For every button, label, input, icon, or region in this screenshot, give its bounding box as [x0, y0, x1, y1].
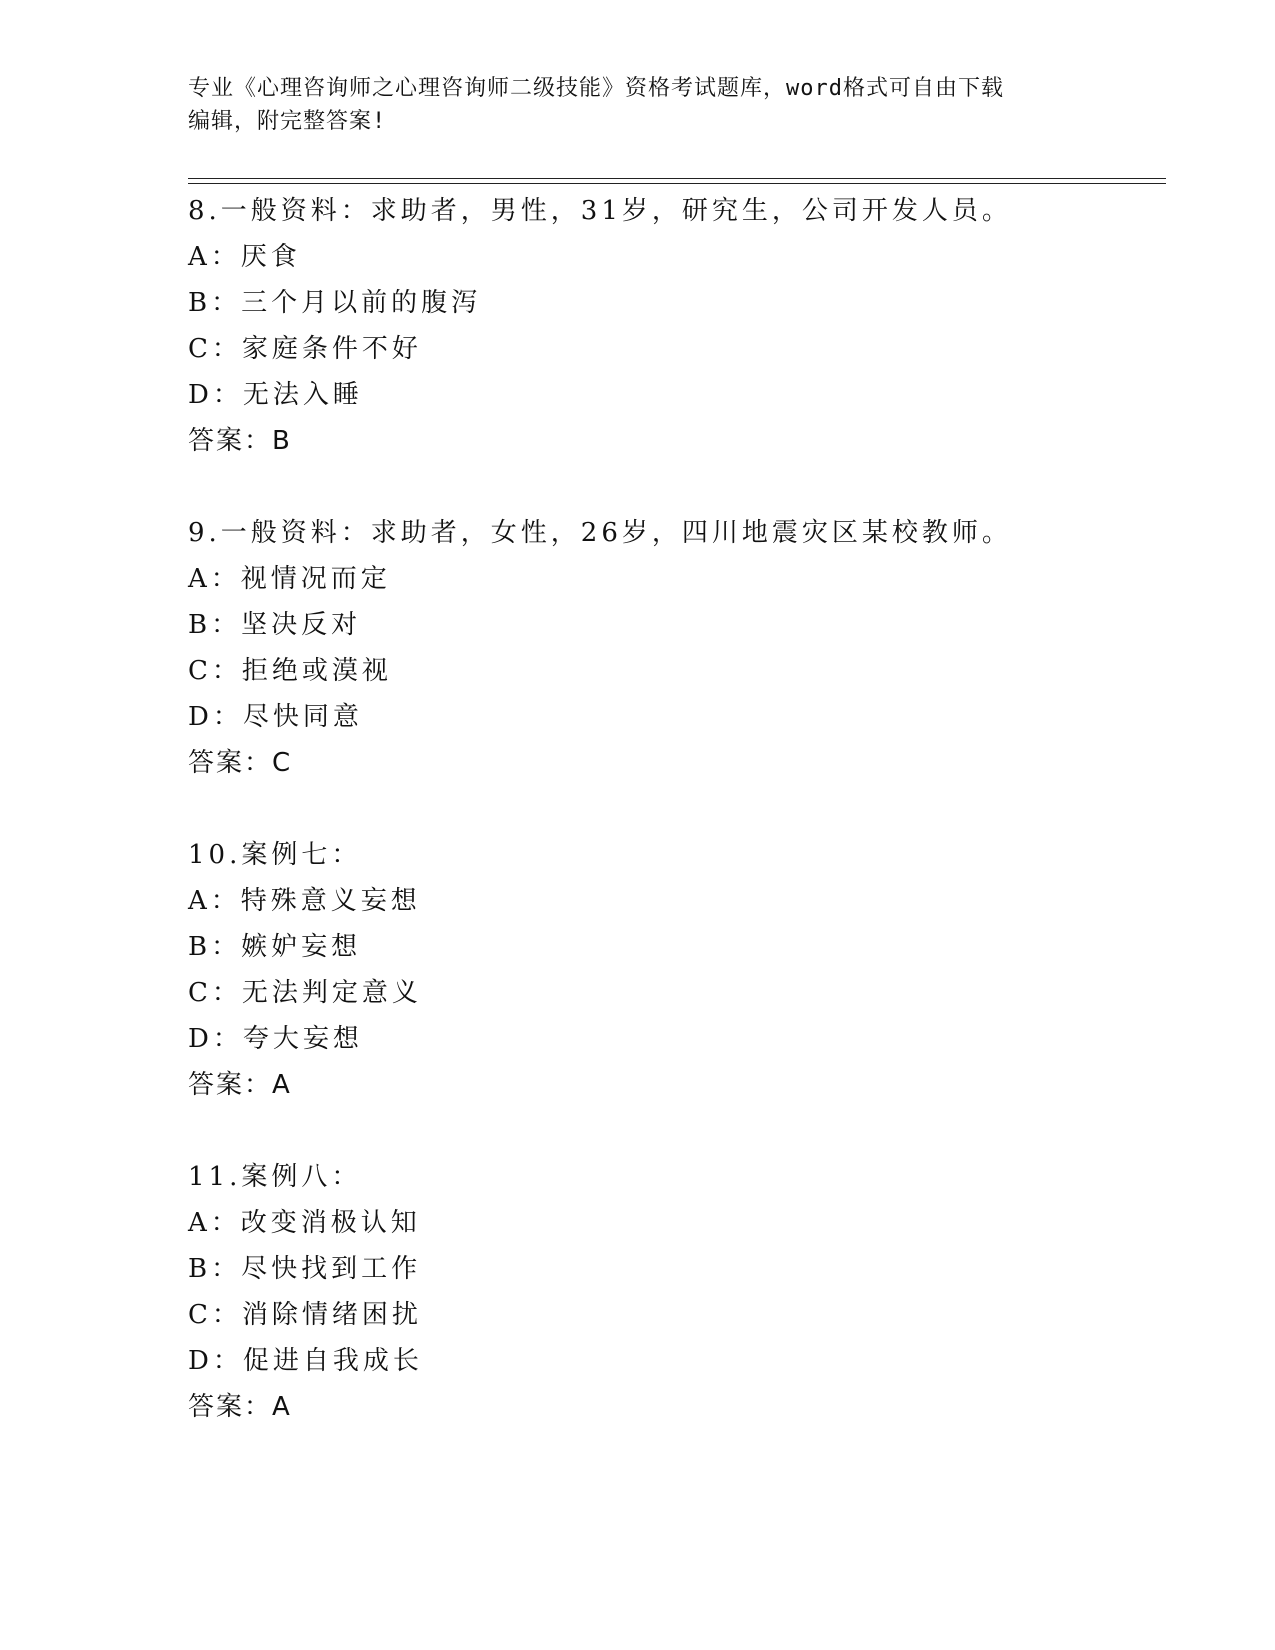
answer-line: 答案：A	[188, 1392, 292, 1422]
header-line-2: 编辑，附完整答案!	[188, 109, 387, 134]
option-b: B：坚决反对	[188, 610, 362, 640]
answer-line: 答案：A	[188, 1070, 292, 1100]
option-c: C：无法判定意义	[188, 978, 422, 1008]
option-c: C：消除情绪困扰	[188, 1300, 422, 1330]
option-a: A：视情况而定	[188, 564, 391, 594]
option-d: D：促进自我成长	[188, 1346, 423, 1376]
option-a: A：特殊意义妄想	[188, 886, 421, 916]
option-c: C：拒绝或漠视	[188, 656, 392, 686]
option-d: D：尽快同意	[188, 702, 363, 732]
option-a: A：改变消极认知	[188, 1208, 421, 1238]
header-divider-bottom	[188, 183, 1166, 184]
question-9	[188, 510, 1168, 786]
option-c: C：家庭条件不好	[188, 334, 422, 364]
question-8	[188, 188, 1168, 464]
header-line-1: 专业《心理咨询师之心理咨询师二级技能》资格考试题库，word格式可自由下载	[188, 76, 1004, 101]
question-stem: 11.案例八：	[188, 1162, 362, 1192]
answer-line: 答案：C	[188, 748, 293, 778]
question-11	[188, 1154, 1168, 1430]
document-header	[188, 72, 1068, 138]
question-stem: 9.一般资料：求助者，女性，26岁，四川地震灾区某校教师。	[188, 518, 1012, 548]
option-d: D：夸大妄想	[188, 1024, 363, 1054]
option-d: D：无法入睡	[188, 380, 363, 410]
question-10	[188, 832, 1168, 1108]
option-b: B：尽快找到工作	[188, 1254, 422, 1284]
option-b: B：三个月以前的腹泻	[188, 288, 482, 318]
header-divider-top	[188, 178, 1166, 179]
answer-line: 答案：B	[188, 426, 292, 456]
option-b: B：嫉妒妄想	[188, 932, 362, 962]
question-list	[188, 188, 1168, 1476]
option-a: A：厌食	[188, 242, 301, 272]
question-stem: 8.一般资料：求助者，男性，31岁，研究生，公司开发人员。	[188, 196, 1012, 226]
question-stem: 10.案例七：	[188, 840, 362, 870]
